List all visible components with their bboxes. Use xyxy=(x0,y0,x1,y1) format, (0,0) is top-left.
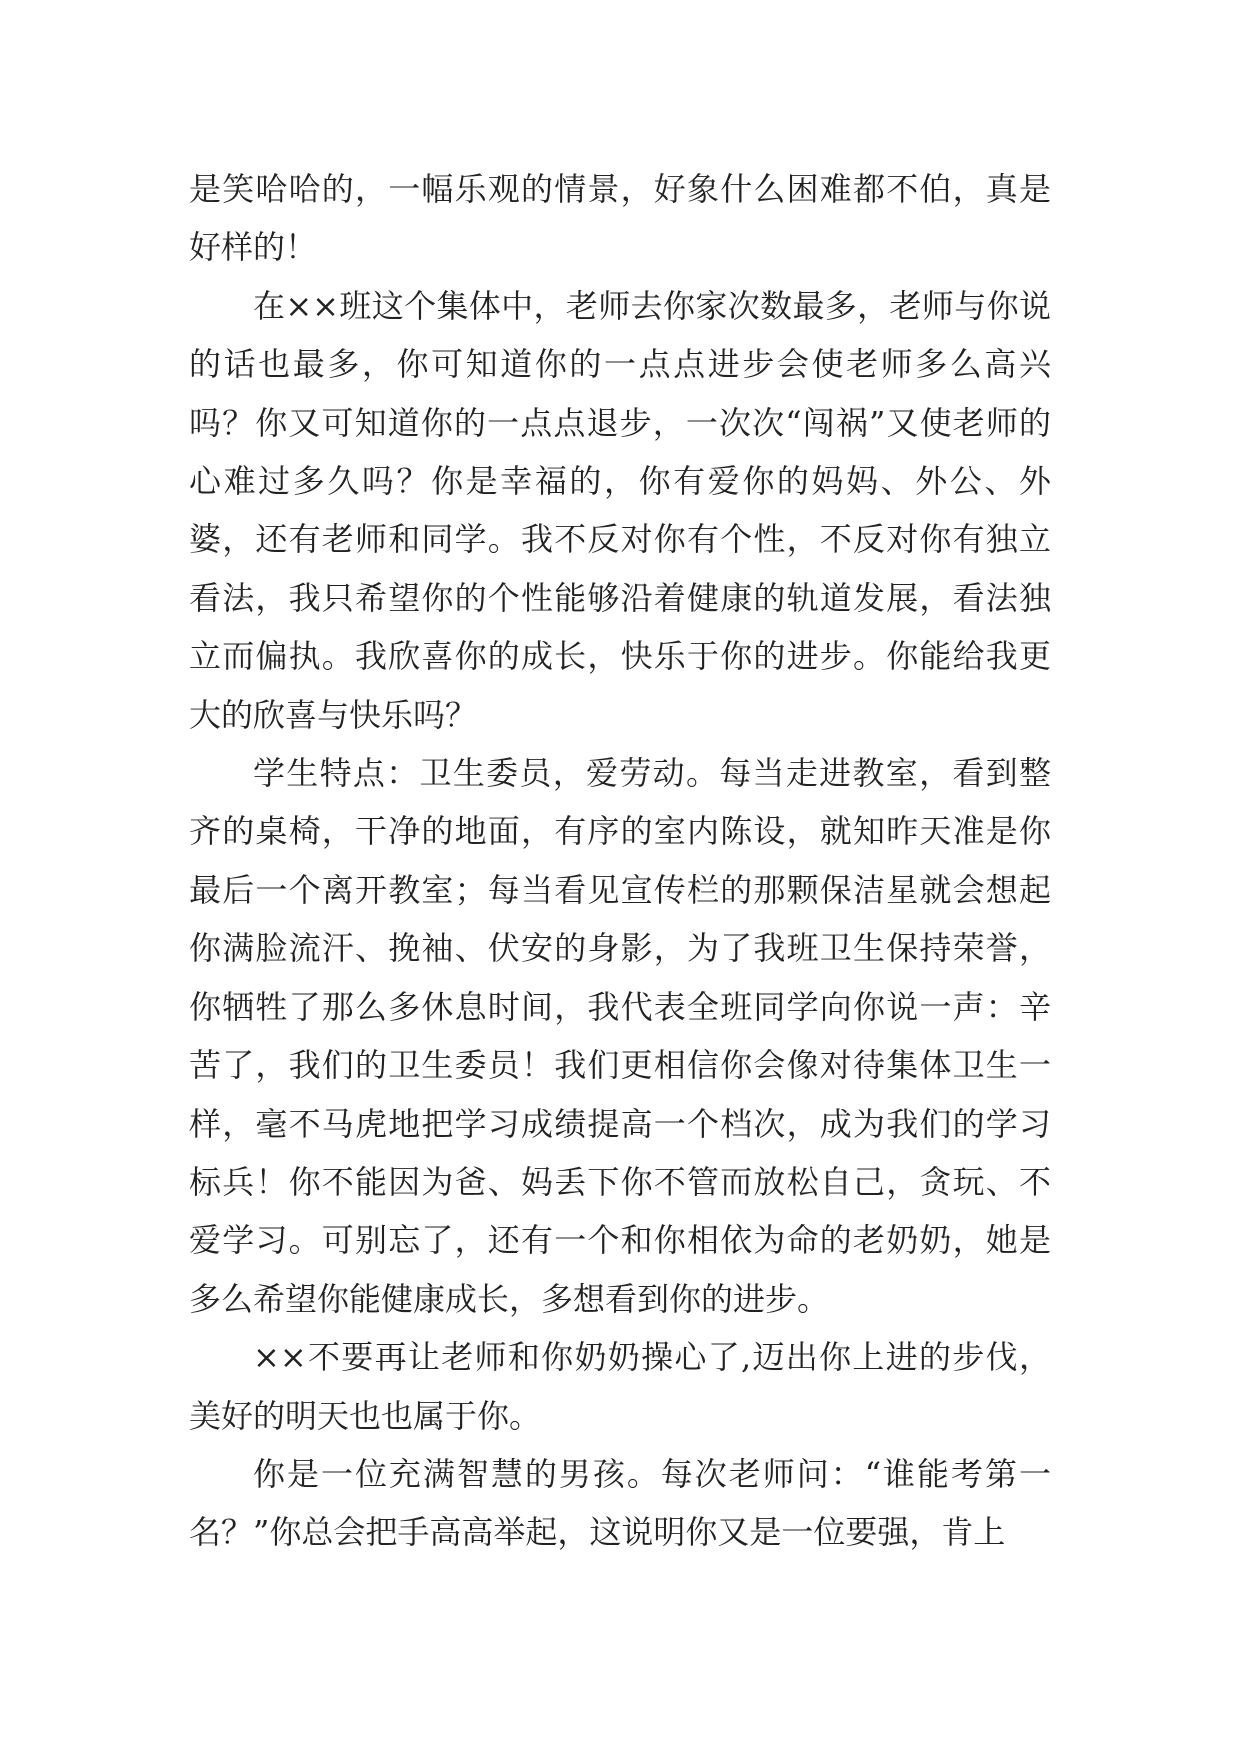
paragraph-4: ××不要再让老师和你奶奶操心了,迈出你上进的步伐，美好的明天也也属于你。 xyxy=(189,1338,1051,1435)
document-body xyxy=(189,160,1051,1562)
paragraph-1: 是笑哈哈的，一幅乐观的情景，好象什么困难都不伯，真是好样的！ xyxy=(189,170,1051,267)
paragraph-3: 学生特点：卫生委员，爱劳动。每当走进教室，看到整齐的桌椅，干净的地面，有序的室内陈设，就知昨天准是你最后一个离开教室；每当看见宣传栏的那颗保洁星就会想起你满脸流汗、挽袖、伏安的身影，为了我班卫生保持荣誉，你牺牲了那么多休息时间，我代表全班同学向你说一声：辛苦了，我们的卫生委员！我们更相信你会像对待集体卫生一样，毫不马虎地把学习成绩提高一个档次，成为我们的学习标兵！你不能因为爸、妈丢下你不管而放松自己，贪玩、不爱学习。可别忘了，还有一个和你相依为命的老奶奶，她是多么希望你能健康成长，多想看到你的进步。 xyxy=(189,754,1051,1318)
paragraph-2: 在××班这个集体中，老师去你家次数最多，老师与你说的话也最多，你可知道你的一点点进步会使老师多么高兴吗？你又可知道你的一点点退步，一次次“闯祸”又使老师的心难过多久吗？你是幸福的，你有爱你的妈妈、外公、外婆，还有老师和同学。我不反对你有个性，不反对你有独立看法，我只希望你的个性能够沿着健康的轨道发展，看法独立而偏执。我欣喜你的成长，快乐于你的进步。你能给我更大的欣喜与快乐吗？ xyxy=(189,286,1051,734)
paragraph-5: 你是一位充满智慧的男孩。每次老师问：“谁能考第一名？”你总会把手高高举起，这说明你又是一位要强，肯上 xyxy=(189,1454,1051,1552)
